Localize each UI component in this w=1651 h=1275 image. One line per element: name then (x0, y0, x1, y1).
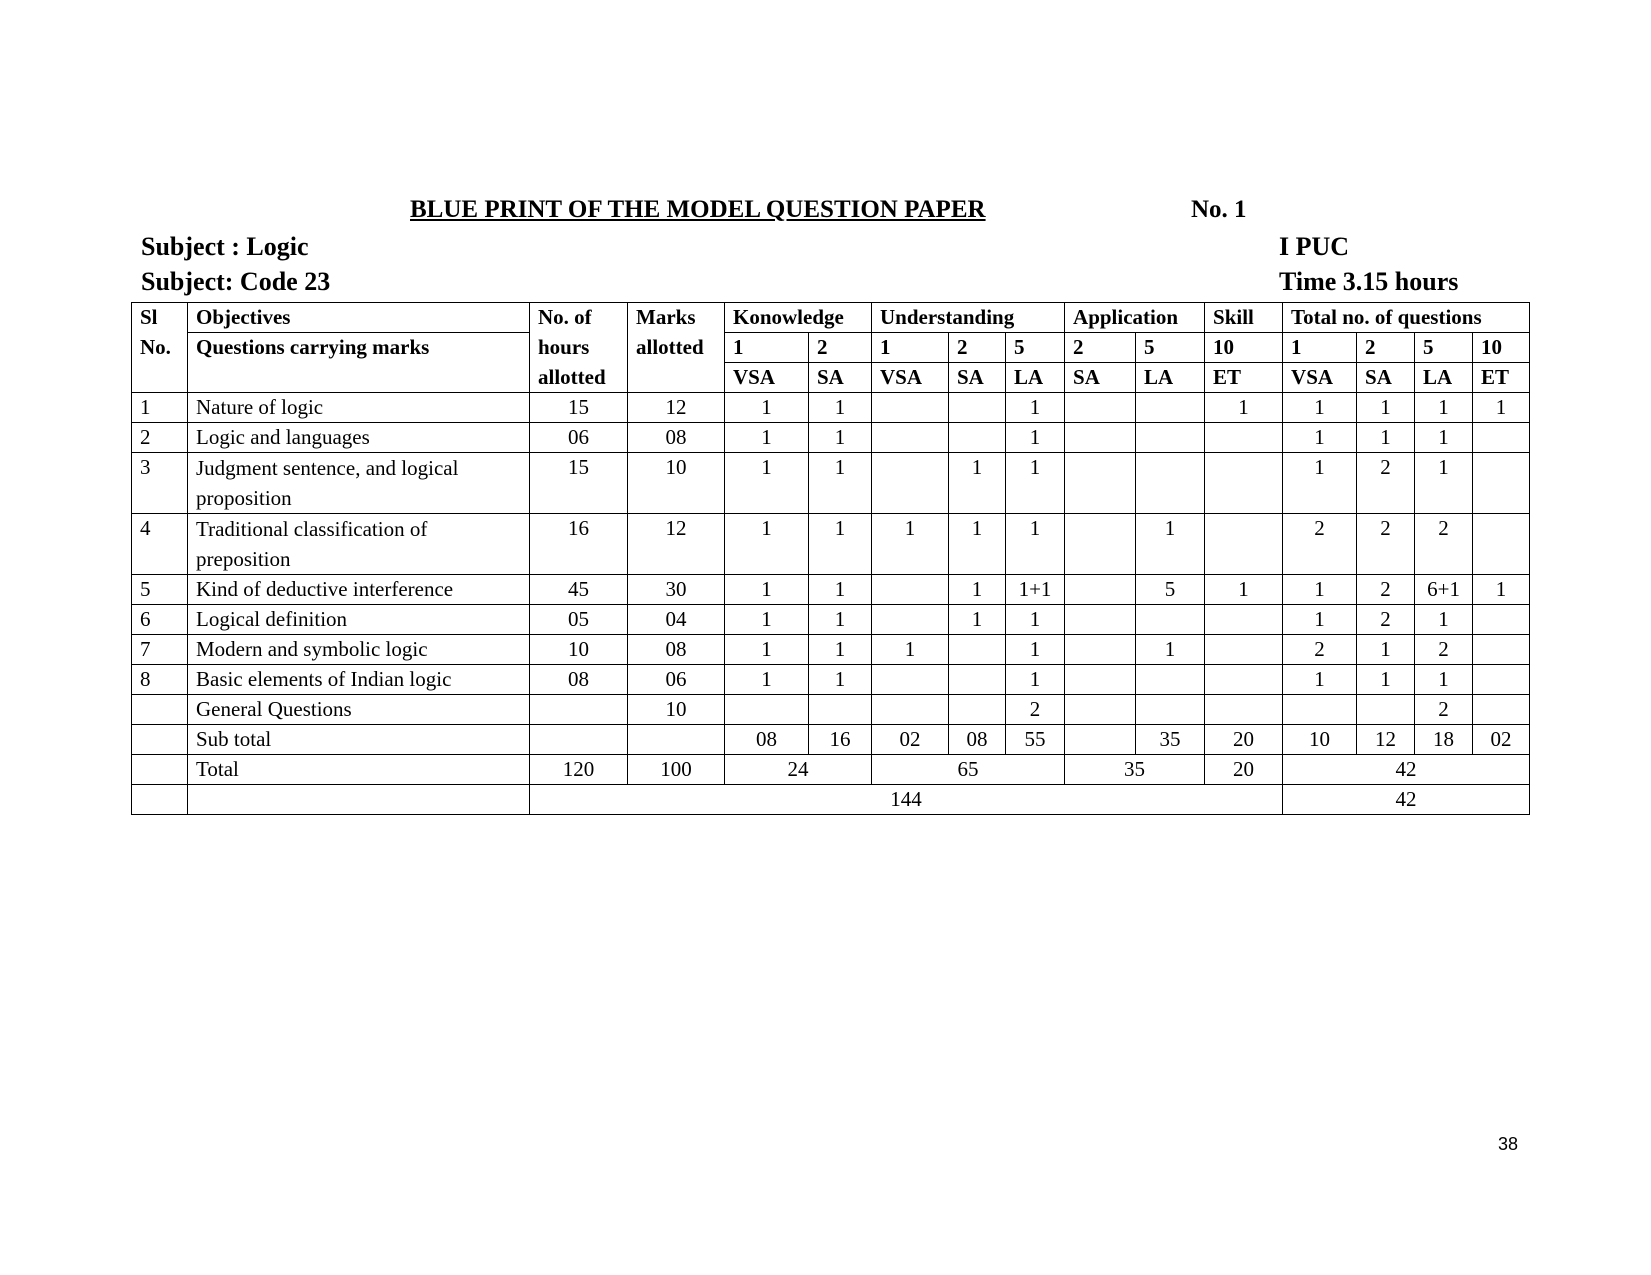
row-value-cell: 1 (809, 453, 872, 514)
grand-total-row (132, 785, 1530, 815)
row-objective: Modern and symbolic logic (188, 635, 530, 665)
blueprint-table (131, 302, 1530, 815)
grand-marks: 144 (530, 785, 1283, 815)
row-value-cell (872, 575, 949, 605)
row-value-cell: 1 (1006, 453, 1065, 514)
row-value-cell: 1 (725, 514, 809, 575)
head-type-cell: ET (1473, 363, 1530, 393)
row-value-cell: 1 (1006, 514, 1065, 575)
subject-label: Subject : Logic (141, 232, 309, 261)
row-objective: Judgment sentence, and logical proposition (188, 453, 530, 514)
head-marks-2: allotted (628, 333, 725, 363)
row-marks: 04 (628, 605, 725, 635)
head-type-cell: SA (1357, 363, 1415, 393)
head-empty (188, 363, 530, 393)
row-value-cell (949, 635, 1006, 665)
row-value-cell (1283, 695, 1357, 725)
row-value-cell: 55 (1006, 725, 1065, 755)
row-hours (530, 725, 628, 755)
row-value-cell: 1 (725, 393, 809, 423)
head-hours-3: allotted (530, 363, 628, 393)
row-value-cell (1136, 423, 1205, 453)
table-row (132, 635, 1530, 665)
row-value-cell: 1 (725, 605, 809, 635)
row-value-cell: 2 (1283, 514, 1357, 575)
row-value-cell (872, 423, 949, 453)
row-sl (132, 695, 188, 725)
row-hours: 06 (530, 423, 628, 453)
head-mark-cell: 10 (1205, 333, 1283, 363)
row-marks: 12 (628, 514, 725, 575)
head-skill: Skill (1205, 303, 1283, 333)
row-value-cell (872, 605, 949, 635)
table-row (132, 575, 1530, 605)
row-marks: 10 (628, 453, 725, 514)
table-row (132, 393, 1530, 423)
row-marks: 06 (628, 665, 725, 695)
row-value-cell (1065, 393, 1136, 423)
row-value-cell: 1 (1415, 665, 1473, 695)
row-value-cell (872, 453, 949, 514)
row-value-cell: 1 (1415, 605, 1473, 635)
row-value-cell: 1 (949, 605, 1006, 635)
time-label: Time 3.15 hours (1279, 267, 1459, 296)
total-label: Total (188, 755, 530, 785)
row-value-cell: 1 (949, 453, 1006, 514)
row-value-cell: 08 (725, 725, 809, 755)
row-value-cell: 1 (809, 605, 872, 635)
row-value-cell (872, 695, 949, 725)
row-value-cell (1136, 665, 1205, 695)
head-knowledge: Konowledge (725, 303, 872, 333)
row-marks: 10 (628, 695, 725, 725)
class-label: I PUC (1279, 232, 1350, 261)
header-row-3 (132, 363, 1530, 393)
head-no: No. (132, 333, 188, 363)
row-sl: 6 (132, 605, 188, 635)
row-value-cell (949, 423, 1006, 453)
head-type-cell: ET (1205, 363, 1283, 393)
total-marks: 100 (628, 755, 725, 785)
row-value-cell: 1 (872, 635, 949, 665)
head-mark-cell: 2 (809, 333, 872, 363)
row-value-cell: 1 (949, 514, 1006, 575)
head-type-cell: VSA (1283, 363, 1357, 393)
row-value-cell (1065, 453, 1136, 514)
row-marks: 12 (628, 393, 725, 423)
row-objective: Logical definition (188, 605, 530, 635)
table-row (132, 423, 1530, 453)
paper-number: No. 1 (1191, 196, 1247, 223)
row-value-cell: 1 (949, 575, 1006, 605)
row-value-cell: 1 (1136, 635, 1205, 665)
row-value-cell (1357, 695, 1415, 725)
row-value-cell: 1 (1006, 393, 1065, 423)
row-value-cell: 1 (872, 514, 949, 575)
row-value-cell (1136, 695, 1205, 725)
row-value-cell (1065, 423, 1136, 453)
head-mark-cell: 2 (949, 333, 1006, 363)
row-value-cell: 1 (1357, 665, 1415, 695)
row-value-cell: 1 (1283, 423, 1357, 453)
row-value-cell: 10 (1283, 725, 1357, 755)
row-sl: 5 (132, 575, 188, 605)
grand-questions: 42 (1283, 785, 1530, 815)
row-value-cell: 1 (1357, 635, 1415, 665)
row-value-cell (1473, 514, 1530, 575)
row-value-cell: 6+1 (1415, 575, 1473, 605)
row-hours: 16 (530, 514, 628, 575)
row-value-cell (1205, 695, 1283, 725)
row-value-cell (1205, 423, 1283, 453)
head-understanding: Understanding (872, 303, 1065, 333)
row-value-cell (1065, 575, 1136, 605)
head-mark-cell: 1 (1283, 333, 1357, 363)
row-value-cell: 1 (1283, 453, 1357, 514)
head-type-cell: SA (809, 363, 872, 393)
head-type-cell: LA (1136, 363, 1205, 393)
row-value-cell (1473, 605, 1530, 635)
head-mark-cell: 1 (872, 333, 949, 363)
row-value-cell: 1 (725, 453, 809, 514)
row-value-cell (1473, 453, 1530, 514)
document-title: BLUE PRINT OF THE MODEL QUESTION PAPER (410, 196, 986, 223)
row-value-cell (1473, 635, 1530, 665)
head-questions-carrying: Questions carrying marks (188, 333, 530, 363)
row-objective: Kind of deductive interference (188, 575, 530, 605)
row-hours: 10 (530, 635, 628, 665)
head-objectives: Objectives (188, 303, 530, 333)
row-value-cell: 1 (1136, 514, 1205, 575)
row-value-cell: 1 (1283, 393, 1357, 423)
row-value-cell: 2 (1357, 514, 1415, 575)
head-empty (132, 363, 188, 393)
row-value-cell: 16 (809, 725, 872, 755)
row-value-cell: 1 (1415, 423, 1473, 453)
head-empty (628, 363, 725, 393)
row-sl: 4 (132, 514, 188, 575)
row-objective: Nature of logic (188, 393, 530, 423)
table-row (132, 695, 1530, 725)
row-value-cell: 1 (1357, 423, 1415, 453)
row-value-cell: 20 (1205, 725, 1283, 755)
row-value-cell (949, 393, 1006, 423)
head-type-cell: VSA (725, 363, 809, 393)
row-value-cell: 1 (1006, 635, 1065, 665)
row-value-cell: 1 (1205, 575, 1283, 605)
row-value-cell: 1 (725, 575, 809, 605)
row-value-cell (1473, 423, 1530, 453)
head-mark-cell: 5 (1006, 333, 1065, 363)
total-questions: 42 (1283, 755, 1530, 785)
row-value-cell: 18 (1415, 725, 1473, 755)
total-hours: 120 (530, 755, 628, 785)
row-value-cell: 1 (1283, 605, 1357, 635)
row-hours: 05 (530, 605, 628, 635)
row-value-cell: 1 (1473, 393, 1530, 423)
row-value-cell: 2 (1006, 695, 1065, 725)
total-understanding: 65 (872, 755, 1065, 785)
row-value-cell (1065, 514, 1136, 575)
row-value-cell: 2 (1357, 575, 1415, 605)
row-value-cell: 1 (1357, 393, 1415, 423)
table-row (132, 665, 1530, 695)
page-number: 38 (1498, 1134, 1519, 1154)
table-row (132, 514, 1530, 575)
head-mark-cell: 5 (1136, 333, 1205, 363)
row-value-cell (725, 695, 809, 725)
row-value-cell (1065, 725, 1136, 755)
row-value-cell: 1 (1415, 453, 1473, 514)
row-value-cell: 2 (1415, 514, 1473, 575)
row-hours: 15 (530, 453, 628, 514)
row-value-cell: 2 (1415, 695, 1473, 725)
row-value-cell (1136, 453, 1205, 514)
row-sl: 2 (132, 423, 188, 453)
row-value-cell (1473, 695, 1530, 725)
row-value-cell: 1 (1473, 575, 1530, 605)
header-row-1 (132, 303, 1530, 333)
row-value-cell: 1 (1006, 665, 1065, 695)
row-value-cell (1205, 453, 1283, 514)
row-value-cell (1136, 605, 1205, 635)
subject-code-label: Subject: Code 23 (141, 267, 331, 296)
row-value-cell: 1 (1283, 575, 1357, 605)
row-value-cell: 08 (949, 725, 1006, 755)
row-hours: 45 (530, 575, 628, 605)
row-value-cell: 1 (809, 393, 872, 423)
row-sl: 3 (132, 453, 188, 514)
table-row (132, 453, 1530, 514)
row-value-cell (1205, 605, 1283, 635)
row-value-cell: 1 (809, 514, 872, 575)
row-value-cell (872, 665, 949, 695)
row-objective: Logic and languages (188, 423, 530, 453)
table-row (132, 725, 1530, 755)
grand-label (188, 785, 530, 815)
row-value-cell (949, 665, 1006, 695)
head-hours-2: hours (530, 333, 628, 363)
row-marks: 08 (628, 423, 725, 453)
row-sl: 1 (132, 393, 188, 423)
head-application: Application (1065, 303, 1205, 333)
row-value-cell: 1+1 (1006, 575, 1065, 605)
head-mark-cell: 2 (1065, 333, 1136, 363)
row-marks: 30 (628, 575, 725, 605)
row-value-cell: 12 (1357, 725, 1415, 755)
row-value-cell (1205, 665, 1283, 695)
row-value-cell (1065, 605, 1136, 635)
head-mark-cell: 1 (725, 333, 809, 363)
row-marks (628, 725, 725, 755)
row-value-cell: 02 (872, 725, 949, 755)
row-value-cell (1065, 665, 1136, 695)
head-type-cell: SA (1065, 363, 1136, 393)
row-value-cell: 1 (809, 575, 872, 605)
row-objective: Traditional classification of preposition (188, 514, 530, 575)
row-value-cell: 1 (1283, 665, 1357, 695)
row-value-cell (872, 393, 949, 423)
row-value-cell: 1 (1415, 393, 1473, 423)
row-value-cell (1205, 635, 1283, 665)
row-value-cell: 2 (1415, 635, 1473, 665)
row-value-cell: 02 (1473, 725, 1530, 755)
head-marks-1: Marks (628, 303, 725, 333)
head-total-questions: Total no. of questions (1283, 303, 1530, 333)
total-row (132, 755, 1530, 785)
row-marks: 08 (628, 635, 725, 665)
row-value-cell: 2 (1357, 453, 1415, 514)
row-value-cell: 1 (1006, 423, 1065, 453)
total-knowledge: 24 (725, 755, 872, 785)
row-value-cell: 1 (725, 665, 809, 695)
row-sl (132, 725, 188, 755)
row-hours: 08 (530, 665, 628, 695)
row-objective: Sub total (188, 725, 530, 755)
table-row (132, 605, 1530, 635)
row-value-cell: 35 (1136, 725, 1205, 755)
row-objective: Basic elements of Indian logic (188, 665, 530, 695)
row-value-cell (1065, 635, 1136, 665)
row-sl: 7 (132, 635, 188, 665)
head-mark-cell: 5 (1415, 333, 1473, 363)
head-mark-cell: 2 (1357, 333, 1415, 363)
row-value-cell: 1 (1006, 605, 1065, 635)
row-value-cell (949, 695, 1006, 725)
row-value-cell: 1 (809, 665, 872, 695)
row-value-cell: 1 (809, 423, 872, 453)
row-objective: General Questions (188, 695, 530, 725)
grand-sl (132, 785, 188, 815)
row-value-cell (809, 695, 872, 725)
header-row-2 (132, 333, 1530, 363)
head-type-cell: VSA (872, 363, 949, 393)
head-type-cell: LA (1006, 363, 1065, 393)
total-sl (132, 755, 188, 785)
row-value-cell: 1 (725, 423, 809, 453)
row-hours (530, 695, 628, 725)
head-mark-cell: 10 (1473, 333, 1530, 363)
row-value-cell: 1 (1205, 393, 1283, 423)
row-value-cell (1136, 393, 1205, 423)
row-value-cell: 5 (1136, 575, 1205, 605)
row-hours: 15 (530, 393, 628, 423)
head-hours-1: No. of (530, 303, 628, 333)
row-sl: 8 (132, 665, 188, 695)
head-type-cell: SA (949, 363, 1006, 393)
total-application: 35 (1065, 755, 1205, 785)
row-value-cell (1473, 665, 1530, 695)
row-value-cell: 2 (1357, 605, 1415, 635)
row-value-cell (1205, 514, 1283, 575)
row-value-cell (1065, 695, 1136, 725)
total-skill: 20 (1205, 755, 1283, 785)
head-type-cell: LA (1415, 363, 1473, 393)
head-sl: Sl (132, 303, 188, 333)
row-value-cell: 2 (1283, 635, 1357, 665)
row-value-cell: 1 (725, 635, 809, 665)
row-value-cell: 1 (809, 635, 872, 665)
